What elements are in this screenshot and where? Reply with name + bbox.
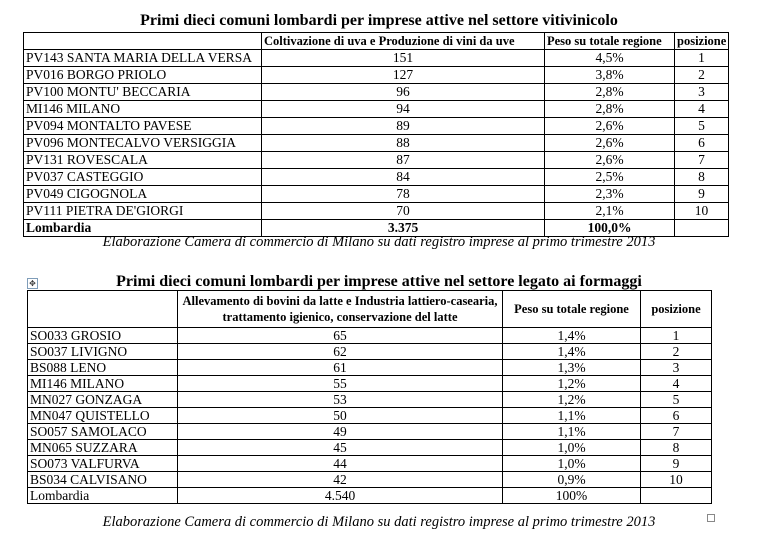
- cell-rank: 7: [641, 424, 712, 440]
- cell-share: 3,8%: [545, 67, 675, 84]
- cell-share: 2,8%: [545, 84, 675, 101]
- table-row: [24, 135, 729, 152]
- cell-share: 2,8%: [545, 101, 675, 118]
- cell-comune: SO073 VALFURVA: [28, 456, 178, 472]
- cell-comune: SO057 SAMOLACO: [28, 424, 178, 440]
- table-row: [24, 67, 729, 84]
- cell-comune: BS088 LENO: [28, 360, 178, 376]
- cell-rank: 1: [641, 328, 712, 344]
- total-cell-comune: Lombardia: [28, 488, 178, 504]
- cell-rank: 9: [641, 456, 712, 472]
- cell-comune: PV037 CASTEGGIO: [24, 169, 262, 186]
- table-total-row: [28, 488, 712, 504]
- cell-comune: PV096 MONTECALVO VERSIGGIA: [24, 135, 262, 152]
- cell-count: 151: [262, 50, 545, 67]
- cell-comune: PV131 ROVESCALA: [24, 152, 262, 169]
- cell-rank: 8: [675, 169, 729, 186]
- cell-rank: 10: [675, 203, 729, 220]
- table-row: [28, 328, 712, 344]
- cell-rank: 2: [675, 67, 729, 84]
- cell-share: 1,3%: [503, 360, 641, 376]
- cell-share: 2,5%: [545, 169, 675, 186]
- table-row: [28, 376, 712, 392]
- cell-share: 1,4%: [503, 328, 641, 344]
- cell-count: 42: [178, 472, 503, 488]
- cell-share: 2,1%: [545, 203, 675, 220]
- cell-comune: PV016 BORGO PRIOLO: [24, 67, 262, 84]
- cell-count: 78: [262, 186, 545, 203]
- cell-rank: 4: [675, 101, 729, 118]
- table-row: [24, 186, 729, 203]
- cell-count: 65: [178, 328, 503, 344]
- table-row: [24, 203, 729, 220]
- table-vitivinicolo: [23, 32, 729, 237]
- cell-comune: MI146 MILANO: [24, 101, 262, 118]
- header-rank: posizione: [675, 33, 729, 50]
- table-row: [28, 392, 712, 408]
- header-rank: posizione: [641, 291, 712, 328]
- cell-share: 2,6%: [545, 118, 675, 135]
- table-row: [24, 84, 729, 101]
- cell-comune: MN027 GONZAGA: [28, 392, 178, 408]
- table-row: [28, 440, 712, 456]
- cell-comune: PV094 MONTALTO PAVESE: [24, 118, 262, 135]
- header-comune: [28, 291, 178, 328]
- cell-rank: 1: [675, 50, 729, 67]
- table-header-row: [24, 33, 729, 50]
- cell-count: 88: [262, 135, 545, 152]
- header-share: Peso su totale regione: [503, 291, 641, 328]
- cell-count: 55: [178, 376, 503, 392]
- cell-count: 62: [178, 344, 503, 360]
- cell-share: 1,0%: [503, 456, 641, 472]
- cell-count: 50: [178, 408, 503, 424]
- cell-comune: PV049 CIGOGNOLA: [24, 186, 262, 203]
- cell-rank: 6: [675, 135, 729, 152]
- cell-rank: 3: [641, 360, 712, 376]
- table-row: [28, 344, 712, 360]
- table-resize-handle-icon[interactable]: [707, 514, 715, 522]
- cell-comune: PV111 PIETRA DE'GIORGI: [24, 203, 262, 220]
- cell-rank: 5: [641, 392, 712, 408]
- cell-rank: 9: [675, 186, 729, 203]
- table-row: [28, 472, 712, 488]
- table2-title: Primi dieci comuni lombardi per imprese attive nel settore legato ai formaggi: [116, 273, 642, 290]
- table-row: [24, 118, 729, 135]
- table-row: [28, 408, 712, 424]
- cell-share: 1,0%: [503, 440, 641, 456]
- table-row: [28, 360, 712, 376]
- table-move-handle-icon[interactable]: ✥: [27, 278, 38, 289]
- header-count: Coltivazione di uva e Produzione di vini da uve: [262, 33, 545, 50]
- cell-share: 0,9%: [503, 472, 641, 488]
- cell-share: 2,3%: [545, 186, 675, 203]
- table-row: [24, 152, 729, 169]
- total-cell-comune: Lombardia: [24, 220, 262, 237]
- cell-comune: MN047 QUISTELLO: [28, 408, 178, 424]
- cell-rank: 8: [641, 440, 712, 456]
- cell-count: 84: [262, 169, 545, 186]
- header-comune: [24, 33, 262, 50]
- total-cell-count: 3.375: [262, 220, 545, 237]
- cell-count: 45: [178, 440, 503, 456]
- cell-count: 87: [262, 152, 545, 169]
- cell-count: 53: [178, 392, 503, 408]
- table2-caption: Elaborazione Camera di commercio di Milano su dati registro imprese al primo trimestre 2013: [102, 514, 656, 530]
- table1-title: Primi dieci comuni lombardi per imprese attive nel settore vitivinicolo: [140, 12, 618, 29]
- cell-comune: BS034 CALVISANO: [28, 472, 178, 488]
- cell-count: 61: [178, 360, 503, 376]
- table-row: [24, 169, 729, 186]
- cell-count: 70: [262, 203, 545, 220]
- cell-comune: PV100 MONTU' BECCARIA: [24, 84, 262, 101]
- cell-count: 127: [262, 67, 545, 84]
- cell-share: 1,4%: [503, 344, 641, 360]
- table-row: [28, 456, 712, 472]
- cell-comune: SO037 LIVIGNO: [28, 344, 178, 360]
- total-cell-count: 4.540: [178, 488, 503, 504]
- cell-share: 2,6%: [545, 135, 675, 152]
- table-row: [24, 50, 729, 67]
- cell-count: 44: [178, 456, 503, 472]
- cell-comune: PV143 SANTA MARIA DELLA VERSA: [24, 50, 262, 67]
- cell-share: 4,5%: [545, 50, 675, 67]
- cell-rank: 2: [641, 344, 712, 360]
- table1-caption: Elaborazione Camera di commercio di Milano su dati registro imprese al primo trimestre 2013: [102, 234, 656, 250]
- header-count: Allevamento di bovini da latte e Industria lattiero-casearia, trattamento igienico, conservazione del latte: [178, 291, 503, 328]
- cell-rank: 6: [641, 408, 712, 424]
- cell-count: 94: [262, 101, 545, 118]
- cell-share: 1,2%: [503, 392, 641, 408]
- total-cell-share: 100%: [503, 488, 641, 504]
- cell-count: 96: [262, 84, 545, 101]
- cell-count: 49: [178, 424, 503, 440]
- header-share: Peso su totale regione: [545, 33, 675, 50]
- cell-rank: 10: [641, 472, 712, 488]
- cell-comune: MI146 MILANO: [28, 376, 178, 392]
- table-header-row: [28, 291, 712, 328]
- table-formaggi: [27, 290, 712, 504]
- cell-share: 2,6%: [545, 152, 675, 169]
- total-cell-rank: [641, 488, 712, 504]
- cell-share: 1,2%: [503, 376, 641, 392]
- table-row: [24, 101, 729, 118]
- total-cell-share: 100,0%: [545, 220, 675, 237]
- cell-comune: MN065 SUZZARA: [28, 440, 178, 456]
- cell-rank: 7: [675, 152, 729, 169]
- cell-comune: SO033 GROSIO: [28, 328, 178, 344]
- table-row: [28, 424, 712, 440]
- cell-rank: 3: [675, 84, 729, 101]
- cell-rank: 4: [641, 376, 712, 392]
- cell-rank: 5: [675, 118, 729, 135]
- cell-share: 1,1%: [503, 408, 641, 424]
- cell-count: 89: [262, 118, 545, 135]
- cell-share: 1,1%: [503, 424, 641, 440]
